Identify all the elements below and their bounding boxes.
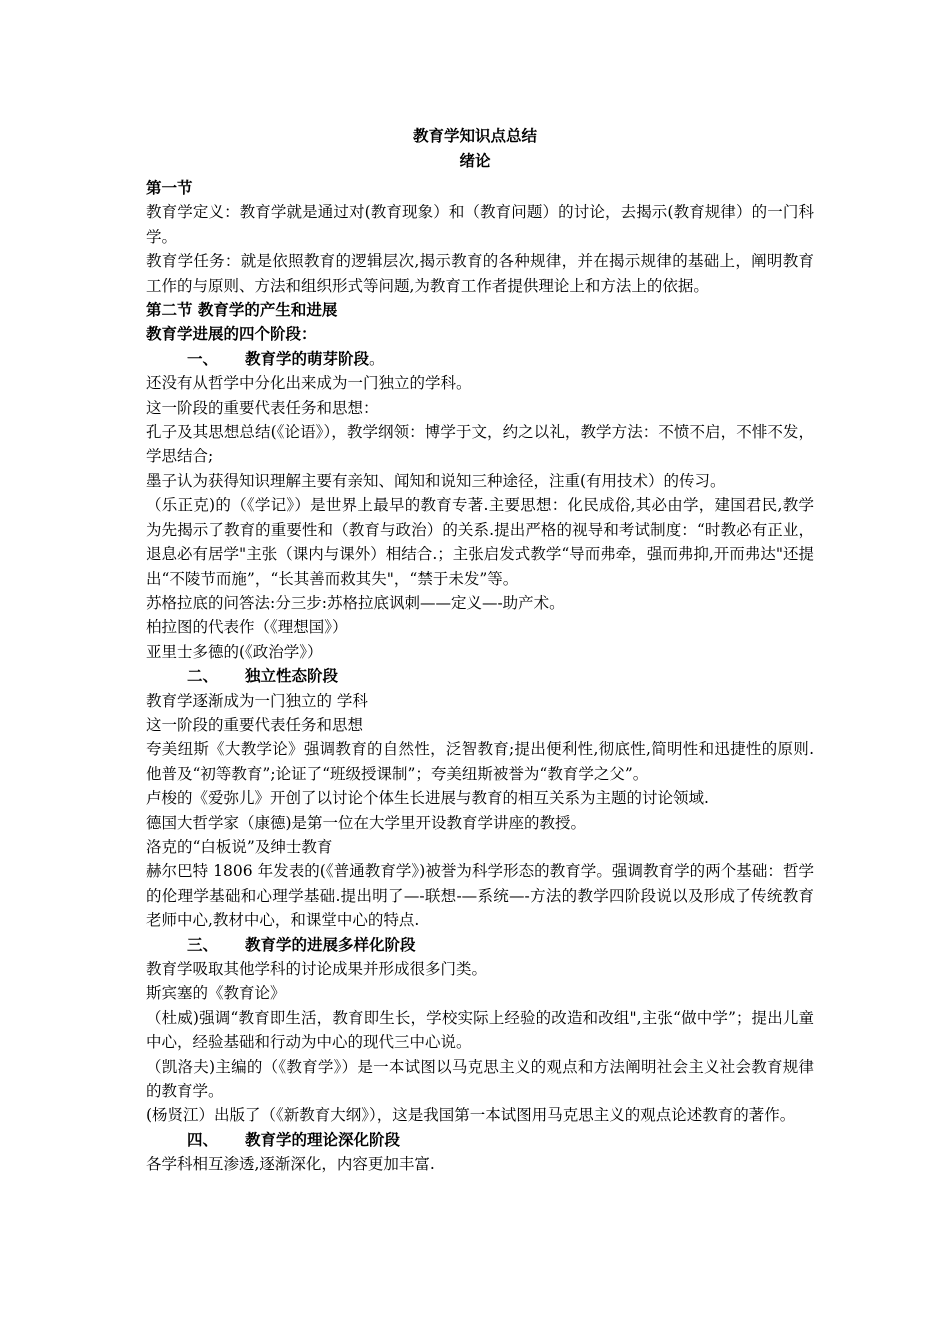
paragraph: 卢梭的《爱弥儿》开创了以讨论个体生长进展与教育的相互关系为主题的讨论领域. (146, 789, 709, 808)
document-subtitle: 绪论 (459, 152, 491, 170)
paragraph: （乐正克)的（《学记》）是世界上最早的教育专著.主要思想：化民成俗,其必由学，建国君民,教学为先揭示了教育的重要性和（教育与政治）的关系.提出严格的视导和考试制度：“时教必有正业，退息必有居学"主张（课内与课外）相结合.；主张启发式教学“导而弗牵，强而弗抑,开而弗达"还提出“不陵节而施”，“长其善而救其失"，“禁于未发”等。 (146, 496, 814, 588)
stage-number: 二、 (187, 667, 219, 686)
stage-heading (146, 664, 814, 688)
stage-title: 独立性态阶段 (245, 667, 339, 686)
paragraph: 墨子认为获得知识理解主要有亲知、闻知和说知三种途径，注重(有用技术）的传习。 (146, 471, 726, 490)
stage-heading (146, 933, 814, 957)
paragraph: 教育学定义：教育学就是通过对(教育现象）和（教育问题）的讨论，去揭示(教育规律）的一门科学。 (146, 203, 814, 246)
subsection-heading: 教育学进展的四个阶段： (146, 325, 317, 344)
paragraph: 斯宾塞的《教育论》 (146, 984, 286, 1003)
paragraph: 教育学逐渐成为一门独立的 学科 (146, 691, 368, 710)
paragraph: 亚里士多德的(《政治学》） (146, 642, 323, 661)
paragraph: 苏格拉底的问答法:分三步:苏格拉底讽刺——定义—-助产术。 (146, 593, 565, 612)
paragraph: （杜威)强调“教育即生活，教育即生长，学校实际上经验的改造和改组",主张“做中学”；提出儿童中心，经验基础和行动为中心的现代三中心说。 (146, 1008, 814, 1052)
stage-title: 教育学的进展多样化阶段 (245, 935, 416, 954)
paragraph: 这一阶段的重要代表任务和思想： (146, 398, 379, 417)
paragraph: 教育学任务：就是依照教育的逻辑层次,揭示教育的各种规律，并在揭示规律的基础上，阐明教育工作的与原则、方法和组织形式等问题,为教育工作者提供理论上和方法上的依据。 (146, 252, 814, 295)
paragraph: 各学科相互渗透,逐渐深化，内容更加丰富. (146, 1155, 435, 1174)
paragraph: 洛克的“白板说”及绅士教育 (146, 837, 333, 856)
paragraph: 孔子及其思想总结(《论语》），教学纲领：博学于文，约之以礼，教学方法：不愤不启，不悱不发，学思结合; (146, 423, 814, 466)
paragraph: 柏拉图的代表作（《理想国》） (146, 618, 348, 637)
paragraph: 赫尔巴特 1806 年发表的(《普通教育学》)被誉为科学形态的教育学。强调教育学的两个基础：哲学的伦理学基础和心理学基础.提出明了—-联想-—系统—-方法的教学四阶段说以及形成了传统教育老师中心,教材中心，和课堂中心的特点. (146, 862, 814, 930)
section-heading: 第二节 教育学的产生和进展 (146, 301, 338, 320)
paragraph: （凯洛夫)主编的（《教育学》）是一本试图以马克思主义的观点和方法阐明社会主义社会教育规律的教育学。 (146, 1057, 814, 1101)
section-heading: 第一节 (146, 179, 193, 197)
paragraph: 还没有从哲学中分化出来成为一门独立的学科。 (146, 374, 472, 393)
stage-number: 三、 (187, 935, 219, 954)
stage-heading (146, 347, 814, 371)
paragraph: 德国大哲学家（康德)是第一位在大学里开设教育学讲座的教授。 (146, 813, 587, 832)
stage-number: 四、 (187, 1130, 219, 1149)
paragraph: 教育学吸取其他学科的讨论成果并形成很多门类。 (146, 960, 488, 978)
document-title: 教育学知识点总结 (412, 127, 537, 145)
title-block (0, 124, 950, 174)
stage-suffix: 。 (369, 349, 385, 368)
stage-heading (146, 1128, 814, 1152)
stage-title: 教育学的萌芽阶段 (245, 349, 370, 368)
paragraph: 夸美纽斯《大教学论》强调教育的自然性，泛智教育;提出便利性,彻底性,简明性和迅捷性的原则.他普及“初等教育”;论证了“班级授课制”；夸美纽斯被誉为“教育学之父”。 (146, 740, 814, 783)
stage-number: 一、 (187, 349, 219, 368)
paragraph: (杨贤江）出版了（《新教育大纲》），这是我国第一本试图用马克思主义的观点论述教育的著作。 (146, 1106, 796, 1125)
stage-title: 教育学的理论深化阶段 (245, 1130, 401, 1149)
document-body (146, 176, 814, 1177)
paragraph: 这一阶段的重要代表任务和思想 (146, 715, 364, 734)
